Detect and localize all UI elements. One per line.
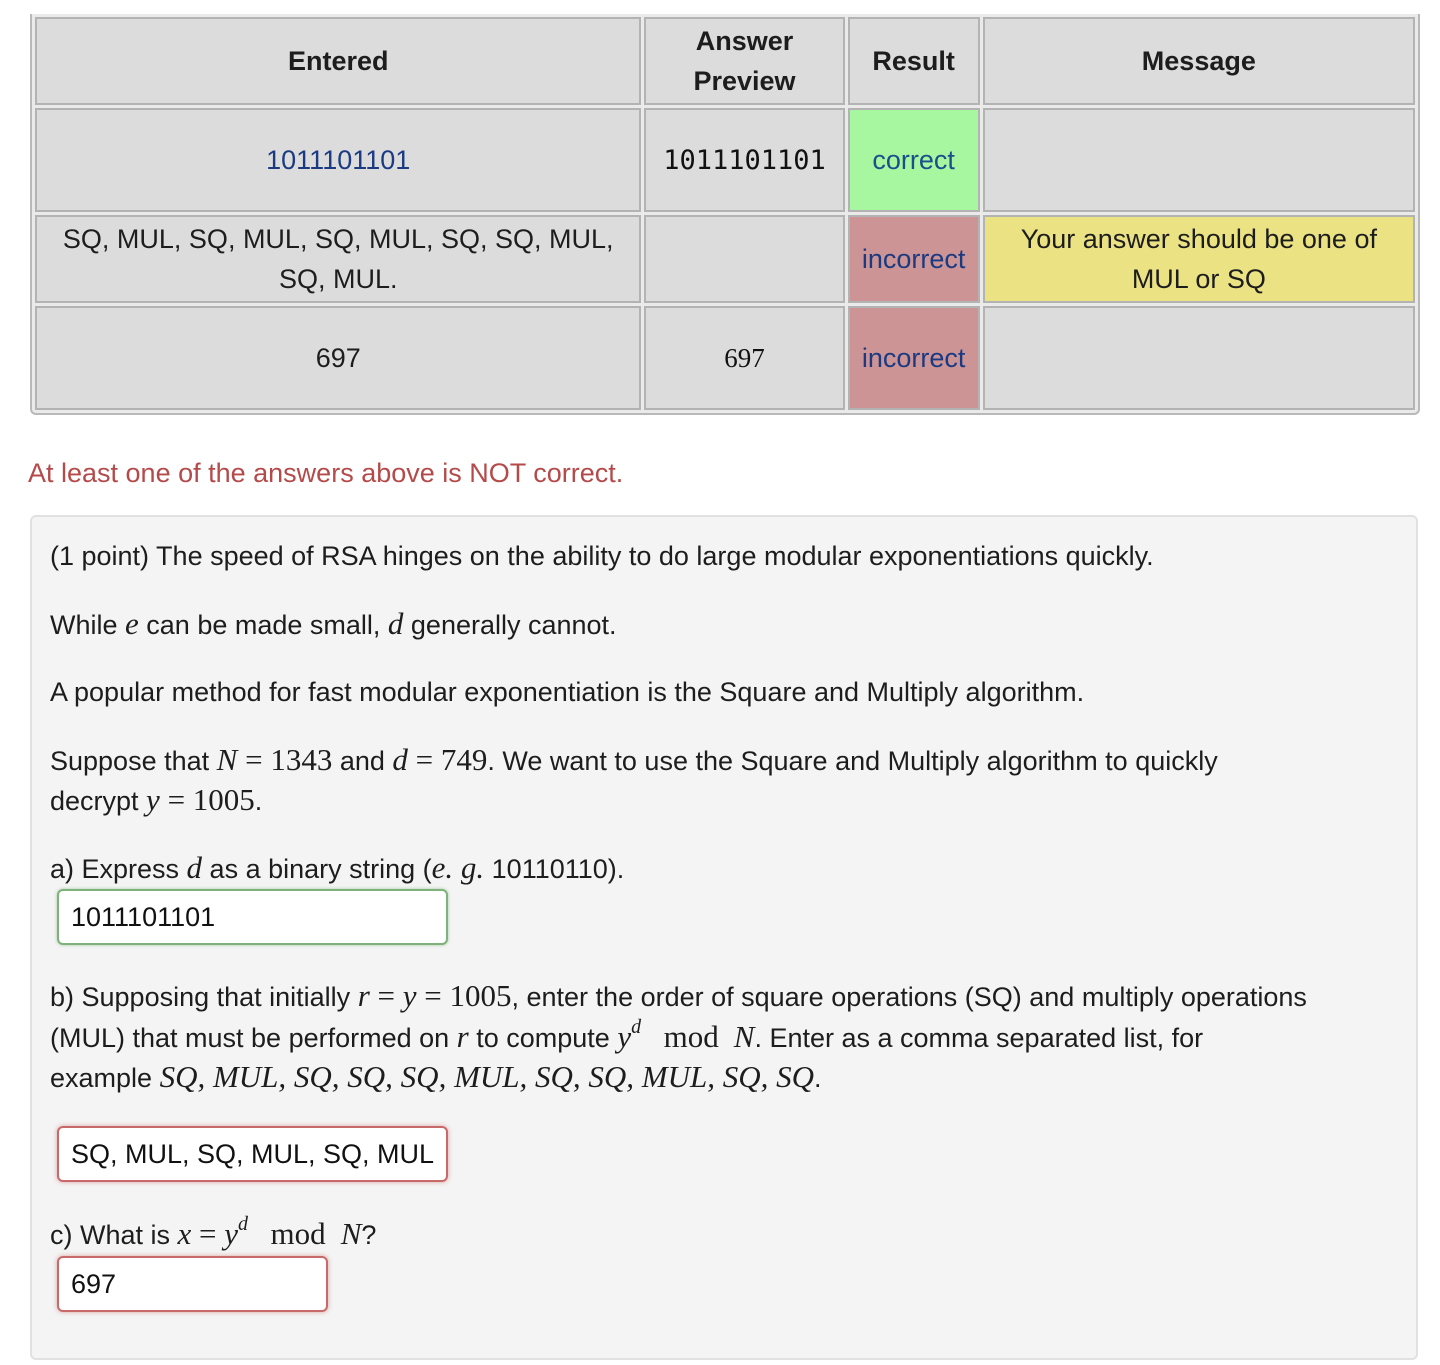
math-d: d — [186, 850, 203, 885]
math-r: r — [456, 1019, 469, 1054]
message-line1: Your answer should be one of — [1020, 224, 1377, 254]
preview-cell: 1011101101 — [644, 108, 844, 212]
problem-line-method: A popular method for fast modular exponentiation is the Square and Multiply algorithm. — [50, 677, 1085, 707]
text: generally cannot. — [403, 610, 617, 640]
math-y: y — [224, 1216, 239, 1251]
math-d: d — [392, 742, 408, 777]
math-y: y — [146, 782, 160, 817]
text: While — [50, 610, 126, 640]
text: decrypt — [50, 786, 147, 816]
problem-intro: (1 point) The speed of RSA hinges on the ability to do large modular exponentiations quickly. — [50, 541, 1154, 571]
table-row — [35, 306, 1415, 410]
math-y: y — [402, 978, 417, 1013]
header-preview-line2: Preview — [693, 66, 796, 96]
text: (MUL) that must be performed on — [50, 1023, 457, 1053]
math-y-value: 1005 — [449, 978, 512, 1013]
math-y: y — [617, 1019, 632, 1054]
math-N: N — [340, 1216, 362, 1251]
result-incorrect-badge: incorrect — [848, 215, 980, 303]
problem-line-decrypt — [50, 780, 262, 821]
math-example-sequence: SQ, MUL, SQ, SQ, SQ, MUL, SQ, SQ, MUL, SQ, SQ — [159, 1059, 815, 1094]
math-exponent-d: d — [631, 1016, 642, 1038]
entered-cell: 697 — [35, 306, 641, 410]
text: and — [332, 746, 393, 776]
math-mod: mod — [270, 1216, 326, 1251]
text: , enter the order of square operations (SQ) and multiply operations — [511, 982, 1307, 1012]
entered-cell — [35, 108, 641, 212]
math-eq: = — [191, 1216, 225, 1251]
math-mod: mod — [663, 1019, 719, 1054]
text: . — [814, 1063, 822, 1093]
result-correct-badge: correct — [848, 108, 980, 212]
part-b-line2 — [50, 1017, 1203, 1061]
math-N: N — [733, 1019, 755, 1054]
answer-b-input[interactable] — [57, 1126, 448, 1182]
part-b-line1 — [50, 976, 1307, 1017]
preview-cell — [644, 215, 844, 303]
problem-line-suppose — [50, 740, 1218, 781]
text: 10110110). — [484, 854, 625, 884]
table-row — [35, 215, 1415, 303]
message-line2: MUL or SQ — [1131, 264, 1266, 294]
preview-cell: 697 — [644, 306, 844, 410]
table-header-row — [35, 17, 1415, 105]
math-N-value: 1343 — [270, 742, 333, 777]
problem-panel — [30, 515, 1418, 1360]
text: c) What is — [50, 1220, 178, 1250]
entered-line2: SQ, MUL. — [278, 264, 398, 294]
math-x: x — [177, 1216, 192, 1251]
message-cell — [983, 306, 1415, 410]
entered-value: 1011101101 — [266, 144, 411, 175]
message-cell — [983, 215, 1415, 303]
math-eq: = — [416, 978, 450, 1013]
part-a-question — [50, 848, 624, 889]
part-c-question — [50, 1214, 376, 1258]
math-eq: = — [369, 978, 403, 1013]
text: can be made small, — [138, 610, 388, 640]
math-y-value: 1005 — [192, 782, 255, 817]
entered-line1: SQ, MUL, SQ, MUL, SQ, MUL, SQ, SQ, MUL, — [62, 224, 614, 254]
math-r: r — [357, 978, 370, 1013]
math-eq: = — [237, 742, 271, 777]
header-entered: Entered — [35, 17, 641, 105]
math-exponent-d: d — [238, 1213, 249, 1235]
header-result: Result — [848, 17, 980, 105]
text: Suppose that — [50, 746, 217, 776]
answer-a-input[interactable] — [57, 889, 448, 945]
math-d: d — [387, 606, 404, 641]
text: . Enter as a comma separated list, for — [754, 1023, 1204, 1053]
text: a) Express — [50, 854, 187, 884]
result-incorrect-badge: incorrect — [848, 306, 980, 410]
math-e: e — [125, 606, 139, 641]
text: . — [254, 786, 263, 816]
answer-c-input[interactable] — [57, 1256, 328, 1312]
results-table — [30, 14, 1420, 415]
text: . We want to use the Square and Multiply algorithm to quickly — [487, 746, 1218, 776]
math-eg: e. g. — [431, 850, 485, 885]
math-d-value: 749 — [440, 742, 488, 777]
text: to compute — [468, 1023, 618, 1053]
header-answer-preview — [644, 17, 844, 105]
table-row — [35, 108, 1415, 212]
text: ? — [361, 1220, 377, 1250]
math-eq: = — [407, 742, 441, 777]
message-cell — [983, 108, 1415, 212]
math-eq: = — [159, 782, 193, 817]
header-preview-line1: Answer — [695, 26, 794, 56]
incorrect-warning: At least one of the answers above is NOT correct. — [28, 458, 624, 488]
header-message: Message — [983, 17, 1415, 105]
entered-cell — [35, 215, 641, 303]
math-N: N — [216, 742, 238, 777]
text: as a binary string ( — [202, 854, 432, 884]
text: b) Supposing that initially — [50, 982, 358, 1012]
text: example — [50, 1063, 160, 1093]
problem-line-e-d — [50, 604, 617, 645]
part-b-line3 — [50, 1057, 822, 1098]
